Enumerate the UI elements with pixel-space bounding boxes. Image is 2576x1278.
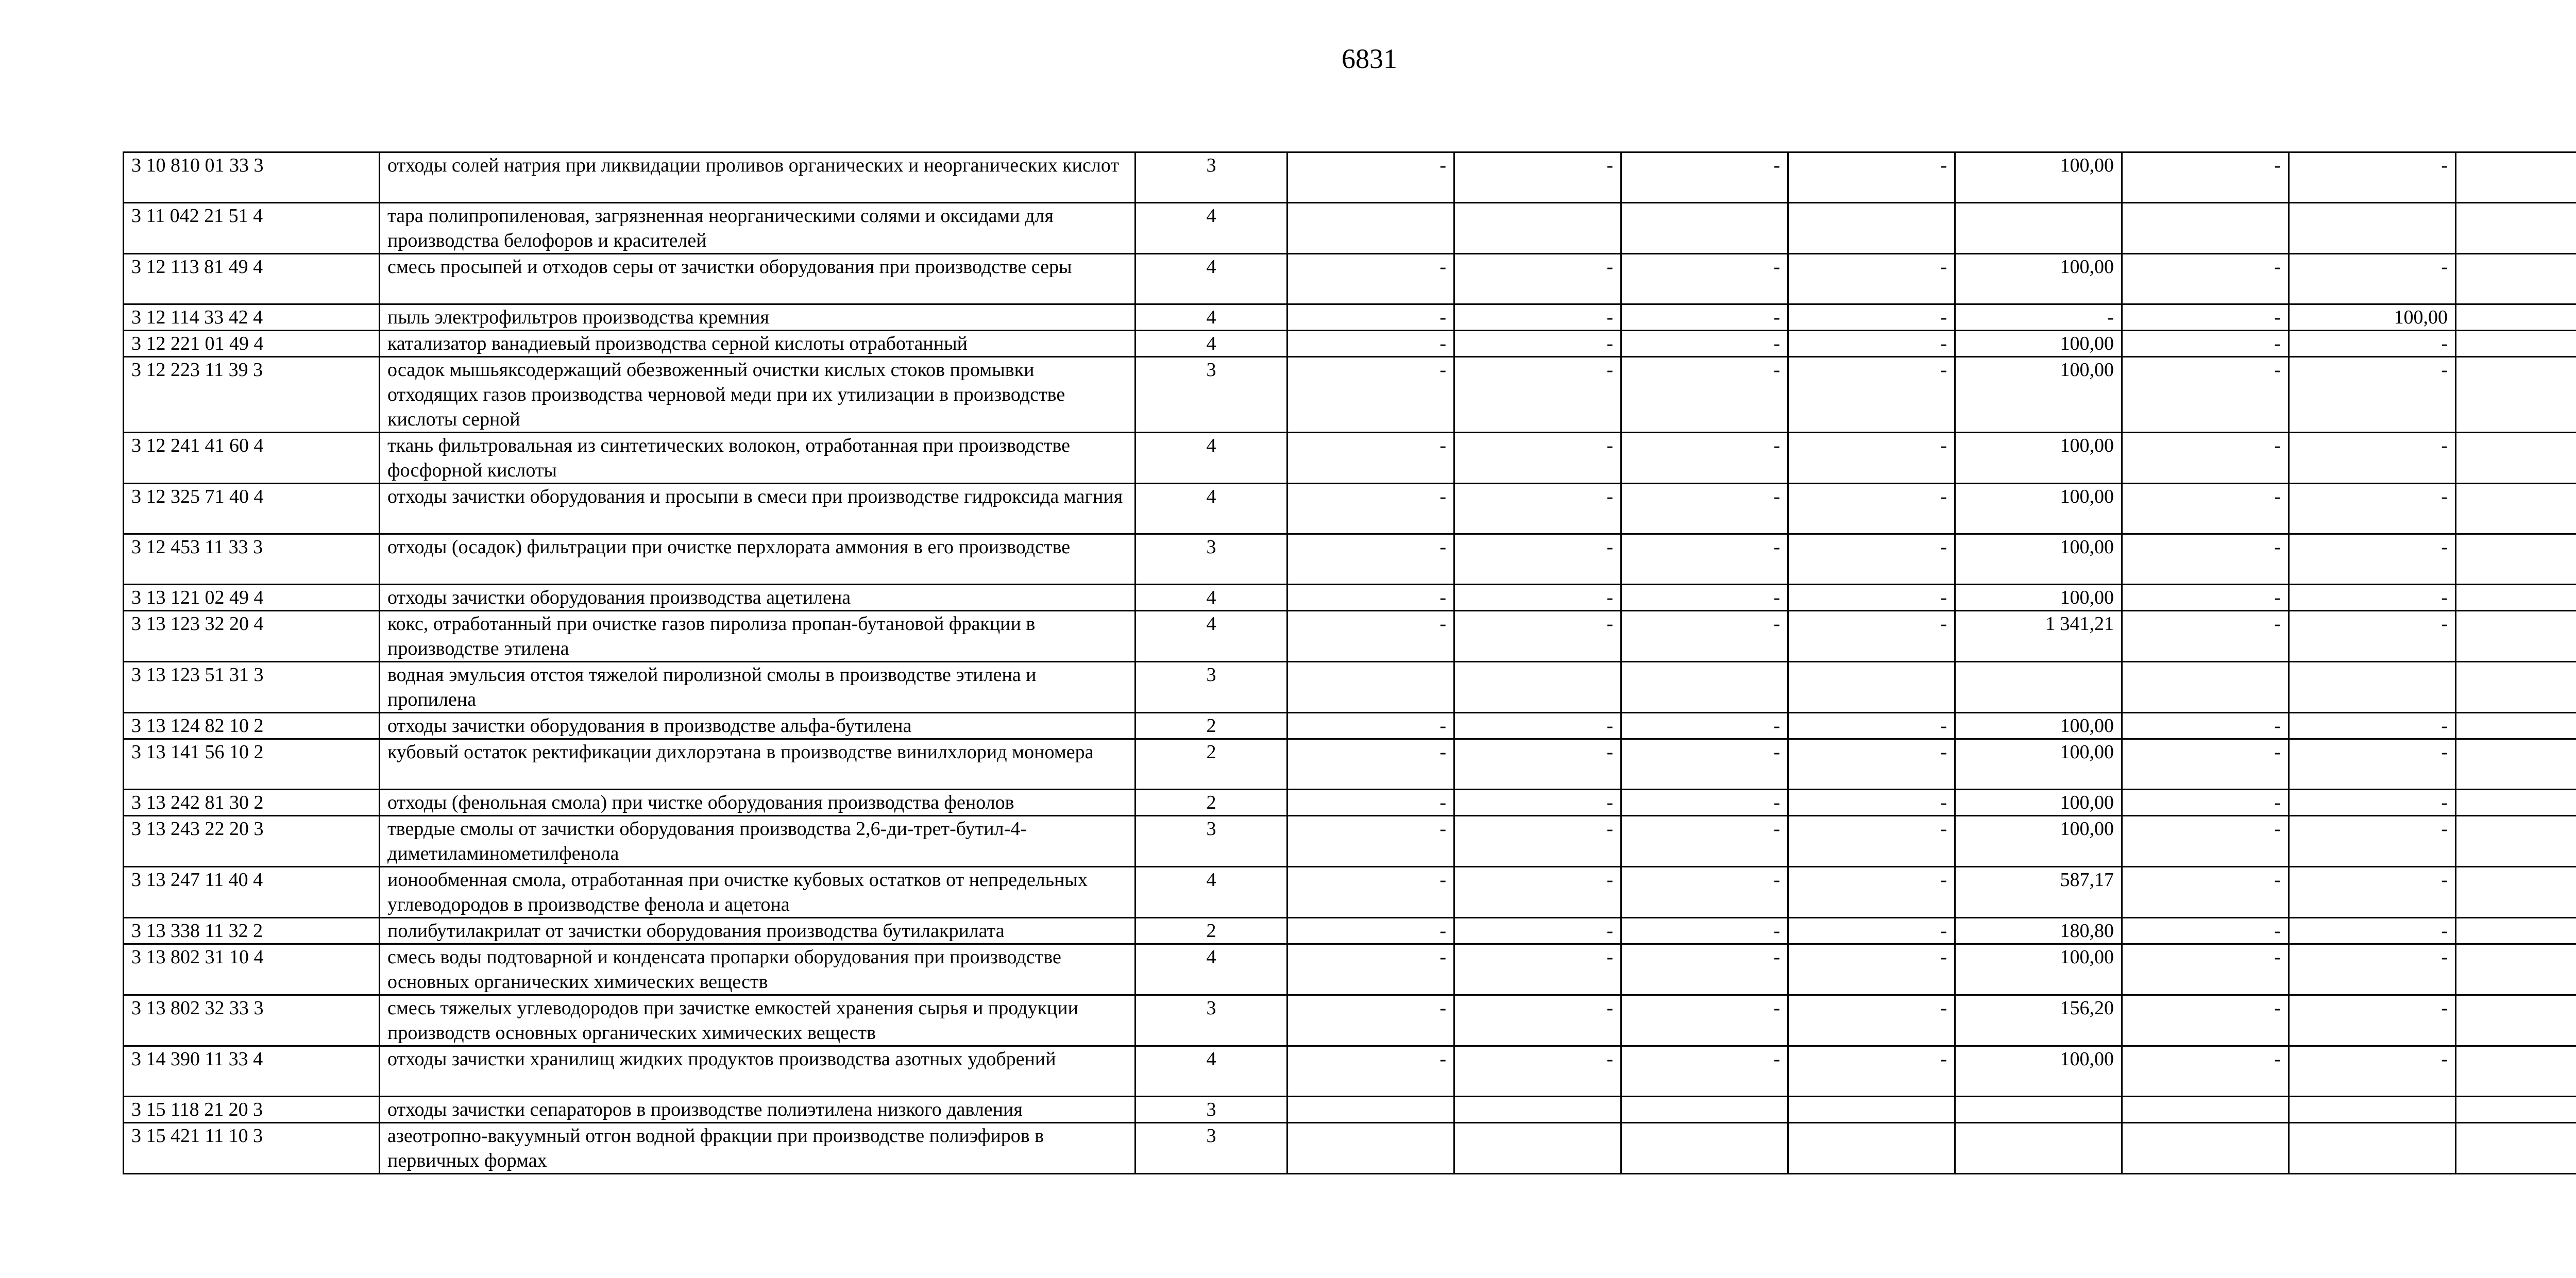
- value-cell: -: [2122, 331, 2289, 357]
- waste-name-cell: смесь просыпей и отходов серы от зачистки оборудования при производстве серы: [380, 254, 1136, 304]
- value-cell: -: [2122, 585, 2289, 611]
- value-cell: -: [1621, 331, 1788, 357]
- value-cell: -: [2122, 713, 2289, 739]
- value-cell: -: [1454, 254, 1621, 304]
- value-cell: -: [2289, 152, 2456, 203]
- value-cell: 1 341,21: [1955, 611, 2122, 662]
- value-cell: -: [1621, 585, 1788, 611]
- value-cell: -: [2289, 816, 2456, 867]
- waste-code-cell: 3 12 114 33 42 4: [124, 304, 380, 331]
- value-cell: -: [1621, 790, 1788, 816]
- value-cell: -: [1621, 816, 1788, 867]
- value-cell: -: [1788, 713, 1955, 739]
- value-cell: -: [1454, 585, 1621, 611]
- hazard-class-cell: 4: [1136, 203, 1287, 254]
- value-cell: -: [2289, 254, 2456, 304]
- value-cell: [2456, 304, 2576, 331]
- value-cell: -: [1287, 739, 1454, 790]
- waste-code-cell: 3 13 242 81 30 2: [124, 790, 380, 816]
- waste-name-cell: отходы зачистки сепараторов в производстве полиэтилена низкого давления: [380, 1097, 1136, 1123]
- value-cell: -: [2289, 944, 2456, 995]
- table-row: [124, 534, 2576, 585]
- hazard-class-cell: 3: [1136, 816, 1287, 867]
- hazard-class-cell: 3: [1136, 1097, 1287, 1123]
- value-cell: -: [1454, 331, 1621, 357]
- value-cell: -: [1788, 331, 1955, 357]
- waste-name-cell: отходы зачистки оборудования в производстве альфа-бутилена: [380, 713, 1136, 739]
- value-cell: [2456, 433, 2576, 484]
- value-cell: -: [1287, 713, 1454, 739]
- value-cell: [2456, 611, 2576, 662]
- value-cell: -: [1788, 1046, 1955, 1097]
- value-cell: -: [1788, 790, 1955, 816]
- waste-code-cell: 3 13 247 11 40 4: [124, 867, 380, 918]
- value-cell: [2456, 585, 2576, 611]
- value-cell: -: [2289, 918, 2456, 944]
- table-row: [124, 790, 2576, 816]
- value-cell: [1621, 203, 1788, 254]
- value-cell: [2456, 918, 2576, 944]
- value-cell: [2456, 254, 2576, 304]
- table-row: [124, 944, 2576, 995]
- value-cell: [2456, 484, 2576, 534]
- value-cell: -: [1287, 254, 1454, 304]
- value-cell: -: [2122, 918, 2289, 944]
- value-cell: [2456, 995, 2576, 1046]
- value-cell: -: [2289, 433, 2456, 484]
- table-row: [124, 611, 2576, 662]
- waste-code-cell: 3 15 421 11 10 3: [124, 1123, 380, 1174]
- value-cell: -: [2122, 739, 2289, 790]
- hazard-class-cell: 4: [1136, 944, 1287, 995]
- waste-name-cell: отходы (фенольная смола) при чистке оборудования производства фенолов: [380, 790, 1136, 816]
- hazard-class-cell: 4: [1136, 304, 1287, 331]
- value-cell: -: [1788, 152, 1955, 203]
- value-cell: -: [1287, 357, 1454, 433]
- value-cell: 180,80: [1955, 918, 2122, 944]
- value-cell: -: [1287, 816, 1454, 867]
- waste-code-cell: 3 12 223 11 39 3: [124, 357, 380, 433]
- waste-name-cell: полибутилакрилат от зачистки оборудования производства бутилакрилата: [380, 918, 1136, 944]
- value-cell: -: [2122, 254, 2289, 304]
- value-cell: -: [2122, 790, 2289, 816]
- hazard-class-cell: 3: [1136, 534, 1287, 585]
- value-cell: -: [1454, 739, 1621, 790]
- waste-name-cell: смесь воды подтоварной и конденсата пропарки оборудования при производстве основных органических химических веществ: [380, 944, 1136, 995]
- waste-name-cell: отходы зачистки оборудования и просыпи в смеси при производстве гидроксида магния: [380, 484, 1136, 534]
- page-number: 6831: [1342, 43, 1397, 74]
- table-row: [124, 1046, 2576, 1097]
- table-row: [124, 433, 2576, 484]
- value-cell: -: [1287, 152, 1454, 203]
- value-cell: -: [2122, 867, 2289, 918]
- value-cell: 100,00: [1955, 357, 2122, 433]
- value-cell: [2456, 331, 2576, 357]
- value-cell: -: [1788, 867, 1955, 918]
- value-cell: -: [1788, 918, 1955, 944]
- waste-code-cell: 3 13 124 82 10 2: [124, 713, 380, 739]
- value-cell: [2456, 1046, 2576, 1097]
- waste-name-cell: отходы (осадок) фильтрации при очистке перхлората аммония в его производстве: [380, 534, 1136, 585]
- value-cell: 100,00: [1955, 739, 2122, 790]
- value-cell: -: [2289, 611, 2456, 662]
- value-cell: -: [1454, 152, 1621, 203]
- value-cell: -: [1788, 739, 1955, 790]
- value-cell: [1955, 662, 2122, 713]
- hazard-class-cell: 4: [1136, 484, 1287, 534]
- value-cell: -: [1454, 304, 1621, 331]
- hazard-class-cell: 3: [1136, 995, 1287, 1046]
- waste-code-cell: 3 12 453 11 33 3: [124, 534, 380, 585]
- value-cell: -: [1454, 944, 1621, 995]
- waste-name-cell: тара полипропиленовая, загрязненная неорганическими солями и оксидами для производства белофоров и красителей: [380, 203, 1136, 254]
- value-cell: -: [2289, 331, 2456, 357]
- value-cell: -: [1788, 585, 1955, 611]
- value-cell: 100,00: [2289, 304, 2456, 331]
- value-cell: [2122, 1097, 2289, 1123]
- hazard-class-cell: 3: [1136, 1123, 1287, 1174]
- waste-code-cell: 3 12 241 41 60 4: [124, 433, 380, 484]
- table-row: [124, 1123, 2576, 1174]
- value-cell: 100,00: [1955, 944, 2122, 995]
- hazard-class-cell: 4: [1136, 611, 1287, 662]
- value-cell: -: [1454, 484, 1621, 534]
- value-cell: 100,00: [1955, 484, 2122, 534]
- value-cell: [1955, 1097, 2122, 1123]
- value-cell: -: [2289, 585, 2456, 611]
- hazard-class-cell: 3: [1136, 152, 1287, 203]
- waste-name-cell: катализатор ванадиевый производства серной кислоты отработанный: [380, 331, 1136, 357]
- value-cell: -: [1788, 254, 1955, 304]
- value-cell: -: [2289, 739, 2456, 790]
- value-cell: -: [1287, 484, 1454, 534]
- value-cell: [1454, 662, 1621, 713]
- waste-name-cell: отходы зачистки оборудования производства ацетилена: [380, 585, 1136, 611]
- waste-code-cell: 3 13 121 02 49 4: [124, 585, 380, 611]
- table-row: [124, 331, 2576, 357]
- value-cell: [2456, 739, 2576, 790]
- value-cell: -: [2289, 713, 2456, 739]
- hazard-class-cell: 4: [1136, 867, 1287, 918]
- value-cell: 100,00: [1955, 433, 2122, 484]
- value-cell: -: [1955, 304, 2122, 331]
- hazard-class-cell: 2: [1136, 713, 1287, 739]
- value-cell: [2456, 790, 2576, 816]
- value-cell: [2289, 203, 2456, 254]
- value-cell: -: [1287, 585, 1454, 611]
- value-cell: 100,00: [1955, 585, 2122, 611]
- value-cell: -: [2289, 484, 2456, 534]
- value-cell: [1788, 1123, 1955, 1174]
- hazard-class-cell: 4: [1136, 433, 1287, 484]
- waste-name-cell: кокс, отработанный при очистке газов пиролиза пропан-бутановой фракции в производстве этилена: [380, 611, 1136, 662]
- waste-code-cell: 3 13 338 11 32 2: [124, 918, 380, 944]
- waste-code-cell: 3 13 802 31 10 4: [124, 944, 380, 995]
- value-cell: -: [1788, 484, 1955, 534]
- value-cell: -: [1287, 304, 1454, 331]
- value-cell: 100,00: [1955, 790, 2122, 816]
- value-cell: -: [2122, 1046, 2289, 1097]
- value-cell: 587,17: [1955, 867, 2122, 918]
- value-cell: [2456, 816, 2576, 867]
- hazard-class-cell: 3: [1136, 662, 1287, 713]
- value-cell: [2456, 1123, 2576, 1174]
- waste-name-cell: твердые смолы от зачистки оборудования производства 2,6-ди-трет-бутил-4-диметиламинометилфенола: [380, 816, 1136, 867]
- value-cell: 156,20: [1955, 995, 2122, 1046]
- value-cell: [2122, 1123, 2289, 1174]
- value-cell: -: [2122, 152, 2289, 203]
- value-cell: -: [1621, 304, 1788, 331]
- table-row: [124, 739, 2576, 790]
- value-cell: -: [2289, 1046, 2456, 1097]
- value-cell: 100,00: [1955, 152, 2122, 203]
- value-cell: [1287, 1097, 1454, 1123]
- value-cell: -: [1454, 918, 1621, 944]
- value-cell: [2456, 662, 2576, 713]
- value-cell: [2289, 1097, 2456, 1123]
- waste-code-cell: 3 12 325 71 40 4: [124, 484, 380, 534]
- waste-name-cell: ткань фильтровальная из синтетических волокон, отработанная при производстве фосфорной кислоты: [380, 433, 1136, 484]
- waste-table: [123, 151, 2576, 1174]
- value-cell: 100,00: [1955, 1046, 2122, 1097]
- waste-code-cell: 3 13 243 22 20 3: [124, 816, 380, 867]
- table-row: [124, 152, 2576, 203]
- value-cell: -: [2122, 357, 2289, 433]
- hazard-class-cell: 2: [1136, 790, 1287, 816]
- value-cell: -: [1788, 995, 1955, 1046]
- table-row: [124, 357, 2576, 433]
- waste-code-cell: 3 15 118 21 20 3: [124, 1097, 380, 1123]
- hazard-class-cell: 3: [1136, 357, 1287, 433]
- value-cell: -: [2289, 790, 2456, 816]
- value-cell: [1287, 203, 1454, 254]
- value-cell: -: [1287, 944, 1454, 995]
- waste-code-cell: 3 12 113 81 49 4: [124, 254, 380, 304]
- table-row: [124, 304, 2576, 331]
- waste-name-cell: кубовый остаток ректификации дихлорэтана в производстве винилхлорид мономера: [380, 739, 1136, 790]
- value-cell: -: [1788, 534, 1955, 585]
- table-row: [124, 918, 2576, 944]
- value-cell: [2456, 1097, 2576, 1123]
- hazard-class-cell: 4: [1136, 585, 1287, 611]
- value-cell: -: [2122, 534, 2289, 585]
- value-cell: [1788, 662, 1955, 713]
- value-cell: -: [1788, 944, 1955, 995]
- value-cell: -: [1287, 331, 1454, 357]
- value-cell: -: [1454, 433, 1621, 484]
- value-cell: -: [1621, 944, 1788, 995]
- waste-name-cell: осадок мышьяксодержащий обезвоженный очистки кислых стоков промывки отходящих газов производства черновой меди при их утилизации в производстве кислоты серной: [380, 357, 1136, 433]
- value-cell: -: [1454, 816, 1621, 867]
- value-cell: -: [2122, 484, 2289, 534]
- waste-code-cell: 3 11 042 21 51 4: [124, 203, 380, 254]
- value-cell: [2456, 534, 2576, 585]
- value-cell: -: [1788, 433, 1955, 484]
- value-cell: [1454, 203, 1621, 254]
- waste-table-body: [124, 152, 2576, 1174]
- waste-name-cell: смесь тяжелых углеводородов при зачистке емкостей хранения сырья и продукции производств основных органических химических веществ: [380, 995, 1136, 1046]
- value-cell: -: [1621, 254, 1788, 304]
- waste-code-cell: 3 13 123 51 31 3: [124, 662, 380, 713]
- value-cell: [1621, 1123, 1788, 1174]
- value-cell: 100,00: [1955, 713, 2122, 739]
- value-cell: -: [1287, 433, 1454, 484]
- value-cell: -: [1788, 611, 1955, 662]
- value-cell: -: [1287, 534, 1454, 585]
- value-cell: -: [1788, 304, 1955, 331]
- value-cell: -: [1454, 995, 1621, 1046]
- waste-name-cell: ионообменная смола, отработанная при очистке кубовых остатков от непредельных углеводородов в производстве фенола и ацетона: [380, 867, 1136, 918]
- value-cell: -: [1287, 790, 1454, 816]
- value-cell: [2456, 203, 2576, 254]
- value-cell: -: [1454, 790, 1621, 816]
- value-cell: 100,00: [1955, 254, 2122, 304]
- value-cell: -: [1621, 484, 1788, 534]
- value-cell: -: [1621, 995, 1788, 1046]
- table-row: [124, 662, 2576, 713]
- value-cell: -: [1287, 995, 1454, 1046]
- value-cell: -: [1621, 739, 1788, 790]
- value-cell: [2289, 662, 2456, 713]
- value-cell: [2456, 152, 2576, 203]
- hazard-class-cell: 2: [1136, 918, 1287, 944]
- hazard-class-cell: 4: [1136, 1046, 1287, 1097]
- value-cell: [2122, 662, 2289, 713]
- waste-name-cell: пыль электрофильтров производства кремния: [380, 304, 1136, 331]
- value-cell: -: [2122, 304, 2289, 331]
- table-row: [124, 995, 2576, 1046]
- value-cell: -: [1287, 1046, 1454, 1097]
- value-cell: [1621, 1097, 1788, 1123]
- value-cell: -: [2122, 611, 2289, 662]
- value-cell: -: [1788, 816, 1955, 867]
- value-cell: -: [2289, 867, 2456, 918]
- waste-code-cell: 3 14 390 11 33 4: [124, 1046, 380, 1097]
- value-cell: -: [1621, 611, 1788, 662]
- waste-name-cell: азеотропно-вакуумный отгон водной фракции при производстве полиэфиров в первичных формах: [380, 1123, 1136, 1174]
- value-cell: -: [1788, 357, 1955, 433]
- value-cell: -: [2122, 816, 2289, 867]
- table-row: [124, 254, 2576, 304]
- value-cell: -: [1454, 867, 1621, 918]
- value-cell: -: [1621, 534, 1788, 585]
- value-cell: [2122, 203, 2289, 254]
- value-cell: [1454, 1097, 1621, 1123]
- waste-name-cell: отходы солей натрия при ликвидации проливов органических и неорганических кислот: [380, 152, 1136, 203]
- table-row: [124, 585, 2576, 611]
- value-cell: -: [2289, 357, 2456, 433]
- value-cell: -: [1621, 1046, 1788, 1097]
- table-row: [124, 203, 2576, 254]
- value-cell: [2456, 713, 2576, 739]
- value-cell: [2456, 944, 2576, 995]
- value-cell: -: [1621, 152, 1788, 203]
- value-cell: -: [1454, 713, 1621, 739]
- waste-code-cell: 3 12 221 01 49 4: [124, 331, 380, 357]
- value-cell: -: [2122, 433, 2289, 484]
- value-cell: -: [1621, 867, 1788, 918]
- value-cell: [1788, 1097, 1955, 1123]
- value-cell: -: [1621, 918, 1788, 944]
- value-cell: [1287, 662, 1454, 713]
- value-cell: [1955, 1123, 2122, 1174]
- waste-code-cell: 3 10 810 01 33 3: [124, 152, 380, 203]
- hazard-class-cell: 4: [1136, 331, 1287, 357]
- waste-name-cell: водная эмульсия отстоя тяжелой пиролизной смолы в производстве этилена и пропилена: [380, 662, 1136, 713]
- value-cell: [2289, 1123, 2456, 1174]
- hazard-class-cell: 2: [1136, 739, 1287, 790]
- value-cell: -: [1621, 433, 1788, 484]
- value-cell: -: [1287, 611, 1454, 662]
- value-cell: 100,00: [1955, 534, 2122, 585]
- value-cell: -: [2289, 534, 2456, 585]
- value-cell: -: [1454, 357, 1621, 433]
- value-cell: -: [1621, 713, 1788, 739]
- value-cell: [1621, 662, 1788, 713]
- value-cell: [1955, 203, 2122, 254]
- value-cell: -: [2122, 995, 2289, 1046]
- value-cell: -: [1287, 918, 1454, 944]
- value-cell: [2456, 357, 2576, 433]
- value-cell: -: [2289, 995, 2456, 1046]
- hazard-class-cell: 4: [1136, 254, 1287, 304]
- value-cell: [2456, 867, 2576, 918]
- table-row: [124, 713, 2576, 739]
- waste-name-cell: отходы зачистки хранилищ жидких продуктов производства азотных удобрений: [380, 1046, 1136, 1097]
- value-cell: -: [1454, 611, 1621, 662]
- value-cell: -: [1621, 357, 1788, 433]
- value-cell: -: [1454, 534, 1621, 585]
- value-cell: [1454, 1123, 1621, 1174]
- value-cell: -: [2122, 944, 2289, 995]
- value-cell: -: [1287, 867, 1454, 918]
- value-cell: [1287, 1123, 1454, 1174]
- waste-code-cell: 3 13 123 32 20 4: [124, 611, 380, 662]
- value-cell: [1788, 203, 1955, 254]
- table-row: [124, 867, 2576, 918]
- table-row: [124, 816, 2576, 867]
- value-cell: 100,00: [1955, 816, 2122, 867]
- table-row: [124, 1097, 2576, 1123]
- table-row: [124, 484, 2576, 534]
- value-cell: -: [1454, 1046, 1621, 1097]
- waste-code-cell: 3 13 141 56 10 2: [124, 739, 380, 790]
- value-cell: 100,00: [1955, 331, 2122, 357]
- waste-code-cell: 3 13 802 32 33 3: [124, 995, 380, 1046]
